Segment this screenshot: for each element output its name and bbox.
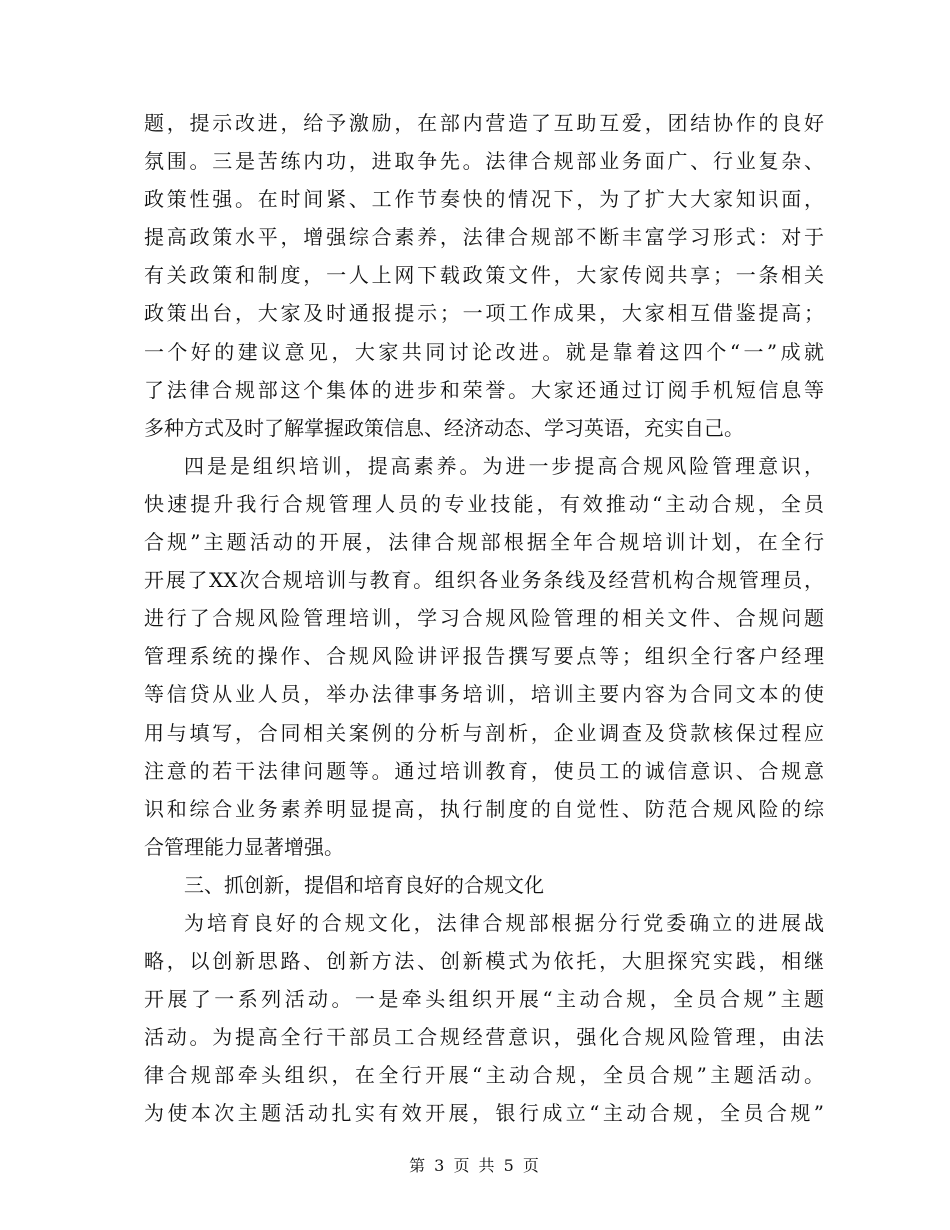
text-line: 快速提升我行合规管理人员的专业技能，有效推动“主动合规，全员 — [144, 491, 824, 516]
text-line: 识和综合业务素养明显提高，执行制度的自觉性、防范合规风险的综 — [144, 796, 824, 821]
text-line: 氛围。三是苦练内功，进取争先。法律合规部业务面广、行业复杂、 — [144, 149, 824, 174]
text-line: 有关政策和制度，一人上网下载政策文件，大家传阅共享；一条相关 — [144, 263, 824, 288]
text-line: 合规”主题活动的开展，法律合规部根据全年合规培训计划，在全行 — [144, 530, 824, 555]
text-line: 略，以创新思路、创新方法、创新模式为依托，大胆探究实践，相继 — [144, 949, 824, 974]
paragraph-start-line: 四是是组织培训，提高素养。为进一步提高合规风险管理意识， — [184, 453, 824, 478]
text-line: 提高政策水平，增强综合素养，法律合规部不断丰富学习形式：对于 — [144, 225, 824, 250]
text-line: 用与填写，合同相关案例的分析与剖析，企业调查及贷款核保过程应 — [144, 720, 824, 745]
text-line: 一个好的建议意见，大家共同讨论改进。就是靠着这四个“一”成就 — [144, 339, 824, 364]
text-line: 活动。为提高全行干部员工合规经营意识，强化合规风险管理，由法 — [144, 1025, 824, 1050]
text-line: 律合规部牵头组织，在全行开展“主动合规，全员合规”主题活动。 — [144, 1063, 824, 1088]
section-heading: 三、抓创新，提倡和培育良好的合规文化 — [184, 872, 544, 897]
text-line: 开展了XX次合规培训与教育。组织各业务条线及经营机构合规管理员， — [144, 568, 824, 593]
text-line: 政策出台，大家及时通报提示；一项工作成果，大家相互借鉴提高； — [144, 301, 824, 326]
text-line: 多种方式及时了解掌握政策信息、经济动态、学习英语，充实自己。 — [144, 415, 744, 440]
text-line: 为使本次主题活动扎实有效开展，银行成立“主动合规，全员合规” — [144, 1101, 824, 1126]
text-line: 管理系统的操作、合规风险讲评报告撰写要点等；组织全行客户经理 — [144, 644, 824, 669]
text-line: 注意的若干法律问题等。通过培训教育，使员工的诚信意识、合规意 — [144, 758, 824, 783]
body-text — [144, 104, 824, 1133]
text-line: 开展了一系列活动。一是牵头组织开展“主动合规，全员合规”主题 — [144, 987, 824, 1012]
text-line: 等信贷从业人员，举办法律事务培训，培训主要内容为合同文本的使 — [144, 682, 824, 707]
text-line: 政策性强。在时间紧、工作节奏快的情况下，为了扩大大家知识面， — [144, 187, 824, 212]
text-line: 题，提示改进，给予激励，在部内营造了互助互爱，团结协作的良好 — [144, 111, 824, 135]
text-line: 进行了合规风险管理培训，学习合规风险管理的相关文件、合规问题 — [144, 606, 824, 631]
page-number-footer: 第 3 页 共 5 页 — [409, 1156, 541, 1175]
text-line: 合管理能力显著增强。 — [144, 834, 344, 859]
paragraph-start-line: 为培育良好的合规文化，法律合规部根据分行党委确立的进展战 — [184, 910, 824, 935]
text-line: 了法律合规部这个集体的进步和荣誉。大家还通过订阅手机短信息等 — [144, 377, 824, 402]
